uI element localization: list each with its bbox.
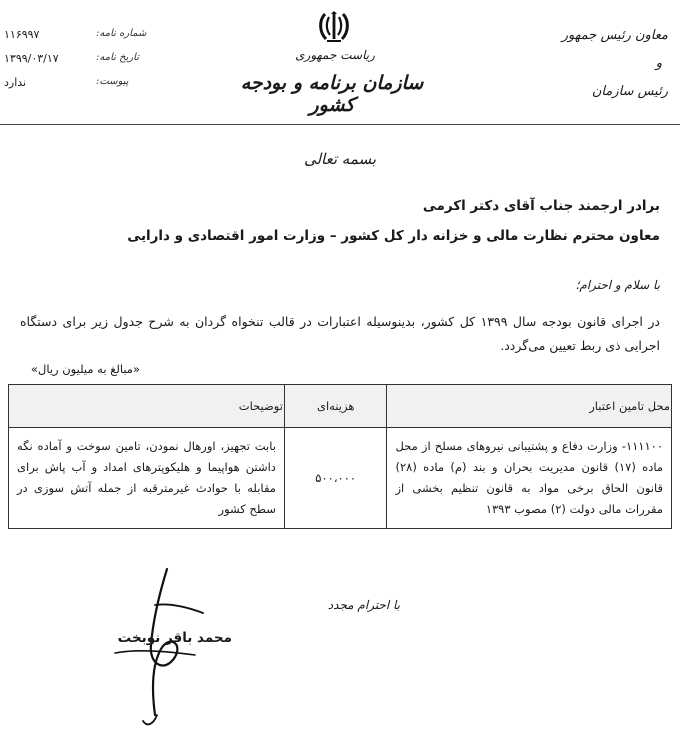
organization-title: سازمان برنامه و بودجه کشور bbox=[240, 72, 424, 116]
table-row bbox=[9, 428, 672, 529]
sender-line-3: رئیس سازمان bbox=[591, 84, 668, 99]
letter-date-label: تاریخ نامه: bbox=[96, 52, 139, 63]
addressee-line-1: برادر ارجمند جناب آقای دکتر اکرمی bbox=[422, 198, 660, 214]
signer-name: محمد باقر نوبخت bbox=[117, 630, 232, 646]
basmala: بسمه تعالی bbox=[303, 150, 377, 168]
presidency-label: ریاست جمهوری bbox=[295, 48, 375, 62]
attachment-value: ندارد bbox=[4, 76, 27, 89]
greeting: با سلام و احترام؛ bbox=[575, 278, 660, 292]
header-divider bbox=[0, 124, 680, 125]
cell-cost: ۵۰۰،۰۰۰ bbox=[284, 428, 387, 529]
letter-metadata bbox=[0, 28, 150, 96]
sender-line-1: معاون رئیس جمهور bbox=[561, 28, 668, 43]
sender-title bbox=[528, 22, 668, 106]
letter-number-label: شماره نامه: bbox=[96, 28, 147, 39]
addressee-line-2: معاون محترم نظارت مالی و خزانه دار کل کشور – وزارت امور اقتصادی و دارایی bbox=[127, 228, 660, 244]
header-cost: هزینه‌ای bbox=[284, 385, 387, 428]
header-source: محل تامین اعتبار bbox=[387, 385, 672, 428]
letter-number: ۱۱۶۹۹۷ bbox=[4, 28, 40, 41]
table-header-row bbox=[9, 385, 672, 428]
letter-date: ۱۳۹۹/۰۳/۱۷ bbox=[4, 52, 59, 65]
body-paragraph: در اجرای قانون بودجه سال ۱۳۹۹ کل کشور، بدینوسیله اعتبارات در قالب تنخواه گردان به شرح جدول زیر برای دستگاه اجرایی ذی ربط تعیین می‌گردد. bbox=[20, 314, 660, 353]
sender-line-2: و bbox=[655, 56, 662, 71]
cell-source: ۱۱۱۱۰۰- وزارت دفاع و پشتیبانی نیروهای مسلح از محل ماده (۱۷) قانون مدیریت بحران و بند (م) ماده (۲۸) قانون الحاق برخی مواد به قانون تنظیم بخشی از مقررات مالی دولت (۲) مصوب ۱۳۹۳ bbox=[387, 428, 672, 529]
attachment-label: پیوست: bbox=[96, 76, 129, 87]
unit-note: «مبالغ به میلیون ریال» bbox=[30, 362, 140, 376]
closing-phrase: با احترام مجدد bbox=[327, 598, 400, 612]
header-description: توضیحات bbox=[9, 385, 285, 428]
cell-description: بابت تجهیز، اورهال نمودن، تامین سوخت و آماده نگه داشتن هواپیما و هلیکوپترهای امداد و آب پاش برای مقابله با حوادث غیرمترقبه از جمله آتش سوزی در سطح کشور bbox=[9, 428, 285, 529]
allocation-table bbox=[8, 384, 672, 529]
iran-emblem-icon bbox=[316, 10, 352, 44]
handwritten-signature bbox=[95, 565, 235, 730]
